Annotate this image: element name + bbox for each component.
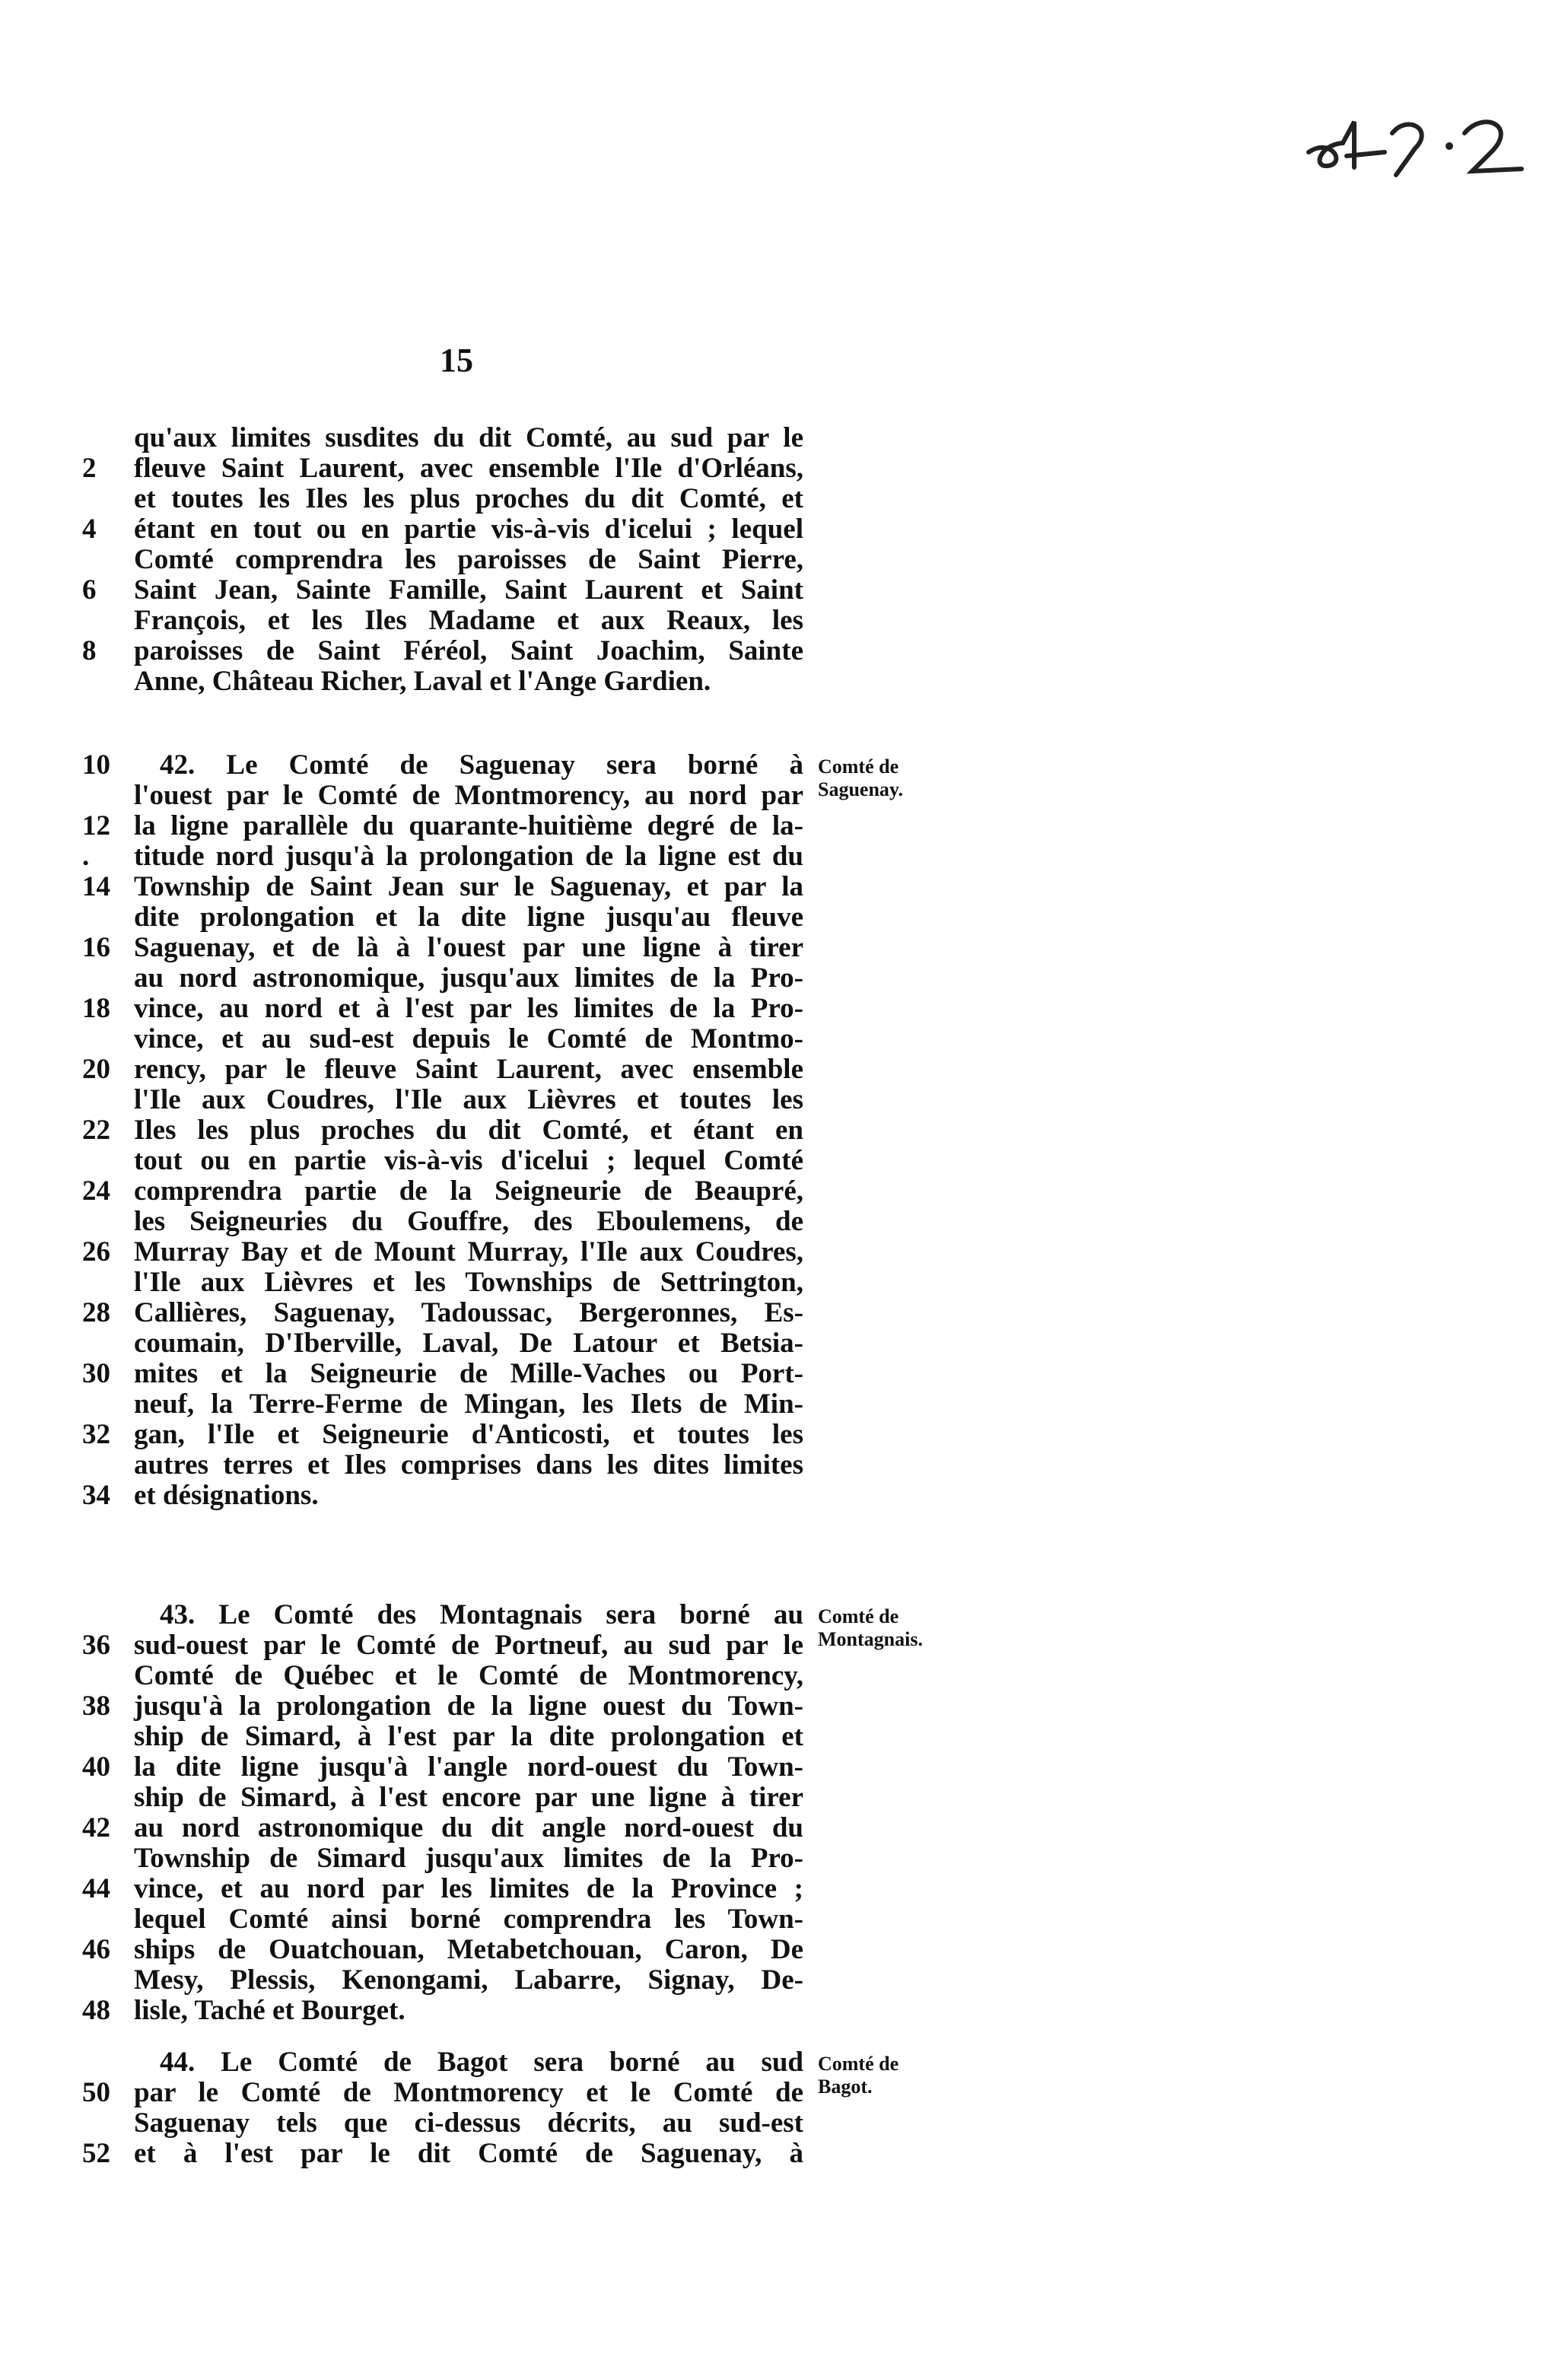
text-line: les Seigneuries du Gouffre, des Eboulemens, de [134, 1206, 803, 1237]
text-line: Saguenay tels que ci-dessus décrits, au sud-est [134, 2107, 803, 2139]
text-line: titude nord jusqu'à la prolongation de la ligne est du [134, 841, 803, 872]
text-line: rency, par le fleuve Saint Laurent, avec ensemble [134, 1054, 803, 1085]
text-line: tout ou en partie vis-à-vis d'icelui ; lequel Comté [134, 1145, 803, 1176]
text-line: Comté de Québec et le Comté de Montmorency, [134, 1660, 803, 1691]
text-line: Comté comprendra les paroisses de Saint Pierre, [134, 544, 803, 575]
line-number: 34 [82, 1480, 110, 1511]
margin-note-line: Montagnais. [818, 1628, 923, 1650]
text-line: dite prolongation et la dite ligne jusqu'au fleuve [134, 902, 803, 933]
text-line: ship de Simard, à l'est par la dite prolongation et [134, 1721, 803, 1752]
text-line: Township de Simard jusqu'aux limites de la Pro- [134, 1843, 803, 1874]
text-line: ships de Ouatchouan, Metabetchouan, Caron, De [134, 1934, 803, 1965]
text-line: Saint Jean, Sainte Famille, Saint Laurent et Saint [134, 574, 803, 606]
text-line: qu'aux limites susdites du dit Comté, au sud par le [134, 422, 803, 453]
text-line: fleuve Saint Laurent, avec ensemble l'Ile d'Orléans, [134, 453, 803, 484]
text-line: François, et les Iles Madame et aux Reaux, les [134, 605, 803, 636]
margin-note-line: Comté de [818, 1605, 899, 1627]
line-number: 18 [82, 993, 110, 1024]
line-number: 42 [82, 1812, 110, 1843]
text-line: 44. Le Comté de Bagot sera borné au sud [160, 2047, 803, 2078]
text-line: paroisses de Saint Féréol, Saint Joachim, Sainte [134, 635, 803, 666]
line-number: 8 [82, 635, 97, 666]
text-line: Mesy, Plessis, Kenongami, Labarre, Signay, De- [134, 1964, 803, 1996]
text-line: ship de Simard, à l'est encore par une ligne à tirer [134, 1782, 803, 1813]
text-line: vince, et au nord par les limites de la Province ; [134, 1873, 803, 1904]
line-number: 12 [82, 810, 110, 841]
text-line: Iles les plus proches du dit Comté, et étant en [134, 1115, 803, 1146]
text-line: la ligne parallèle du quarante-huitième degré de la- [134, 810, 803, 841]
line-number: 16 [82, 932, 110, 963]
text-line: Murray Bay et de Mount Murray, l'Ile aux Coudres, [134, 1236, 803, 1268]
line-number: 46 [82, 1934, 110, 1965]
text-line: vince, et au sud-est depuis le Comté de Montmo- [134, 1023, 803, 1054]
line-number: 28 [82, 1297, 110, 1328]
text-line: 43. Le Comté des Montagnais sera borné au [160, 1599, 803, 1630]
line-number: 36 [82, 1630, 110, 1661]
line-number: 40 [82, 1751, 110, 1783]
text-line: au nord astronomique du dit angle nord-ouest du [134, 1812, 803, 1843]
text-line: autres terres et Iles comprises dans les dites limites [134, 1449, 803, 1481]
line-number: . [82, 841, 90, 872]
text-line: par le Comté de Montmorency et le Comté de [134, 2077, 803, 2108]
line-number: 32 [82, 1419, 110, 1450]
text-line: la dite ligne jusqu'à l'angle nord-ouest du Town- [134, 1751, 803, 1783]
line-number: 50 [82, 2077, 110, 2108]
text-line: neuf, la Terre-Ferme de Mingan, les Ilets de Min- [134, 1388, 803, 1420]
text-line: Anne, Château Richer, Laval et l'Ange Gardien. [134, 666, 711, 697]
text-line: l'Ile aux Coudres, l'Ile aux Lièvres et toutes les [134, 1084, 803, 1115]
text-line: l'Ile aux Lièvres et les Townships de Settrington, [134, 1267, 803, 1298]
handwritten-folio-annotation [1301, 99, 1529, 183]
margin-note-line: Saguenay. [818, 778, 903, 800]
text-line: et désignations. [134, 1480, 319, 1511]
line-number: 24 [82, 1175, 110, 1207]
line-number: 10 [82, 749, 110, 781]
line-number: 14 [82, 871, 110, 902]
line-number: 30 [82, 1358, 110, 1389]
text-line: mites et la Seigneurie de Mille-Vaches ou Port- [134, 1358, 803, 1389]
text-line: Callières, Saguenay, Tadoussac, Bergeronnes, Es- [134, 1297, 803, 1328]
page-number: 15 [440, 342, 473, 379]
line-number: 4 [82, 514, 97, 545]
margin-note-line: Comté de [818, 2053, 899, 2075]
text-line: lisle, Taché et Bourget. [134, 1995, 406, 2026]
text-line: comprendra partie de la Seigneurie de Beaupré, [134, 1175, 803, 1207]
line-number: 48 [82, 1995, 110, 2026]
line-number: 20 [82, 1054, 110, 1085]
line-number: 2 [82, 453, 97, 484]
line-number: 22 [82, 1115, 110, 1146]
text-line: Saguenay, et de là à l'ouest par une ligne à tirer [134, 932, 803, 963]
text-line: et toutes les Iles les plus proches du dit Comté, et [134, 483, 803, 514]
text-line: au nord astronomique, jusqu'aux limites de la Pro- [134, 962, 803, 994]
margin-note-line: Comté de [818, 755, 899, 778]
text-line: et à l'est par le dit Comté de Saguenay, à [134, 2138, 803, 2169]
text-line: Township de Saint Jean sur le Saguenay, et par la [134, 871, 803, 902]
text-line: gan, l'Ile et Seigneurie d'Anticosti, et toutes les [134, 1419, 803, 1450]
text-line: jusqu'à la prolongation de la ligne ouest du Town- [134, 1691, 803, 1722]
line-number: 52 [82, 2138, 110, 2169]
text-line: lequel Comté ainsi borné comprendra les Town- [134, 1904, 803, 1935]
line-number: 26 [82, 1236, 110, 1268]
text-line: sud-ouest par le Comté de Portneuf, au sud par le [134, 1630, 803, 1661]
margin-note-line: Bagot. [818, 2075, 873, 2098]
text-line: vince, au nord et à l'est par les limites de la Pro- [134, 993, 803, 1024]
line-number: 44 [82, 1873, 110, 1904]
text-line: 42. Le Comté de Saguenay sera borné à [160, 749, 803, 781]
text-line: coumain, D'Iberville, Laval, De Latour et Betsia- [134, 1328, 803, 1359]
text-line: étant en tout ou en partie vis-à-vis d'icelui ; lequel [134, 514, 803, 545]
text-line: l'ouest par le Comté de Montmorency, au nord par [134, 780, 803, 811]
line-number: 38 [82, 1691, 110, 1722]
line-number: 6 [82, 574, 97, 606]
